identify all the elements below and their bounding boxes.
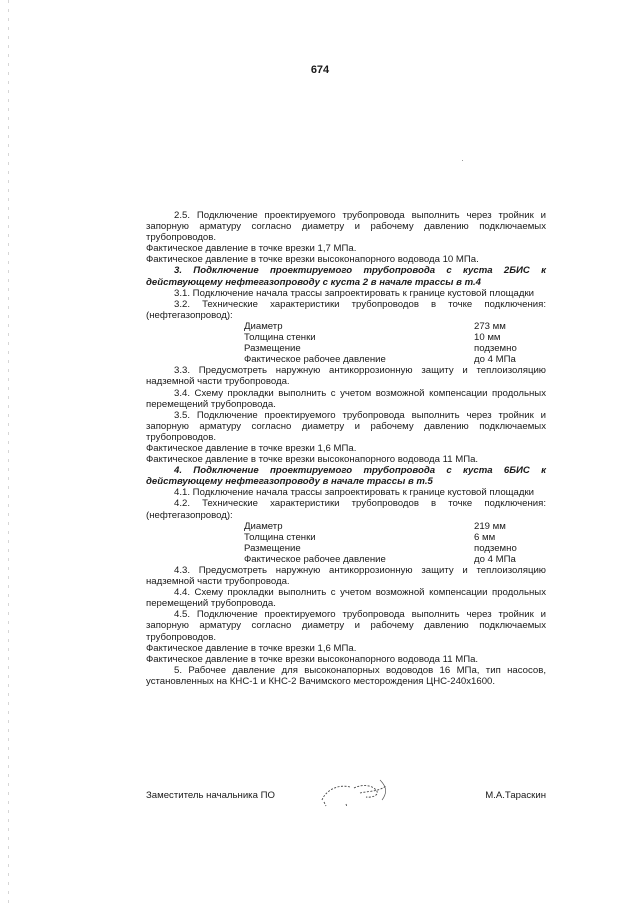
paragraph: Фактическое давление в точке врезки высоконапорного водовода 11 МПа. [146, 454, 479, 466]
section-heading: 3. Подключение проектируемого трубопровода с куста 2БИС к действующему нефтегазопроводу с куста 2 в начале трассы в т.4 [146, 265, 546, 288]
spec-value: до 4 МПа [474, 553, 516, 565]
spec-value: 6 мм [474, 531, 496, 543]
spec-value: 219 мм [474, 520, 506, 532]
spec-row [146, 343, 546, 354]
paragraph: 4.3. Предусмотреть наружную антикоррозионную защиту и теплоизоляцию надземной части трубопровода. [146, 565, 546, 588]
signatory-title: Заместитель начальника ПО [146, 790, 275, 801]
spec-value: 273 мм [474, 320, 506, 332]
paragraph: 2.5. Подключение проектируемого трубопровода выполнить через тройник и запорную арматуру согласно диаметру и рабочему давлению подключаемых трубопроводов. [146, 210, 546, 244]
spec-row [146, 543, 546, 554]
spec-row [146, 554, 546, 565]
spec-value: до 4 МПа [474, 354, 516, 366]
spec-label: Размещение [244, 542, 301, 554]
signature-block [146, 790, 546, 804]
paragraph: 4.4. Схему прокладки выполнить с учетом возможной компенсации продольных перемещений трубопровода. [146, 587, 546, 610]
signatory-name: М.А.Тараскин [485, 790, 546, 801]
spec-label: Фактическое рабочее давление [244, 553, 386, 565]
spec-table [146, 321, 546, 365]
paragraph: Фактическое давление в точке врезки 1,6 МПа. [146, 642, 357, 654]
spec-value: подземно [474, 343, 517, 355]
paragraph: 3.2. Технические характеристики трубопроводов в точке подключения: (нефтегазопровод): [146, 298, 546, 321]
spec-value: 10 мм [474, 332, 501, 344]
paragraph: 3.3. Предусмотреть наружную антикоррозионную защиту и теплоизоляцию надземной части трубопровода. [146, 365, 546, 388]
spec-row [146, 354, 546, 365]
paragraph: Фактическое давление в точке врезки 1,7 МПа. [146, 243, 357, 255]
spec-label: Диаметр [244, 520, 283, 532]
spec-label: Толщина стенки [244, 531, 316, 543]
spec-value: подземно [474, 542, 517, 554]
paragraph: 3.5. Подключение проектируемого трубопровода выполнить через тройник и запорную арматуру согласно диаметру и рабочему давлению подключаемых трубопроводов. [146, 409, 546, 443]
spec-row [146, 521, 546, 532]
section-heading: 4. Подключение проектируемого трубопровода с куста 6БИС к действующему нефтегазопроводу в начале трассы в т.5 [146, 465, 546, 488]
handwritten-signature [316, 778, 396, 812]
scan-speck [462, 160, 463, 161]
paragraph: 5. Рабочее давление для высоконапорных водоводов 16 МПа, тип насосов, установленных на КНС-1 и КНС-2 Вачимского месторождения ЦНС-240х1600. [146, 664, 546, 687]
paragraph: 4.5. Подключение проектируемого трубопровода выполнить через тройник и запорную арматуру согласно диаметру и рабочему давлению подключаемых трубопроводов. [146, 609, 546, 643]
paragraph: Фактическое давление в точке врезки высоконапорного водовода 10 МПа. [146, 254, 479, 266]
document-body [146, 210, 546, 687]
paragraph: 4.1. Подключение начала трассы запроектировать к границе кустовой площадки [174, 487, 535, 499]
spec-row [146, 532, 546, 543]
paragraph: 3.1. Подключение начала трассы запроектировать к границе кустовой площадки [174, 287, 535, 299]
spec-label: Толщина стенки [244, 332, 316, 344]
spec-label: Размещение [244, 343, 301, 355]
paragraph: Фактическое давление в точке врезки 1,6 МПа. [146, 442, 357, 454]
scan-edge-artifact [8, 0, 9, 905]
spec-table [146, 521, 546, 565]
page-number: 674 [310, 64, 330, 76]
paragraph: Фактическое давление в точке врезки высоконапорного водовода 11 МПа. [146, 653, 479, 665]
paragraph: 3.4. Схему прокладки выполнить с учетом возможной компенсации продольных перемещений трубопровода. [146, 387, 546, 410]
paragraph: 4.2. Технические характеристики трубопроводов в точке подключения: (нефтегазопровод): [146, 498, 546, 521]
spec-label: Диаметр [244, 320, 283, 332]
spec-row [146, 321, 546, 332]
spec-label: Фактическое рабочее давление [244, 354, 386, 366]
spec-row [146, 332, 546, 343]
